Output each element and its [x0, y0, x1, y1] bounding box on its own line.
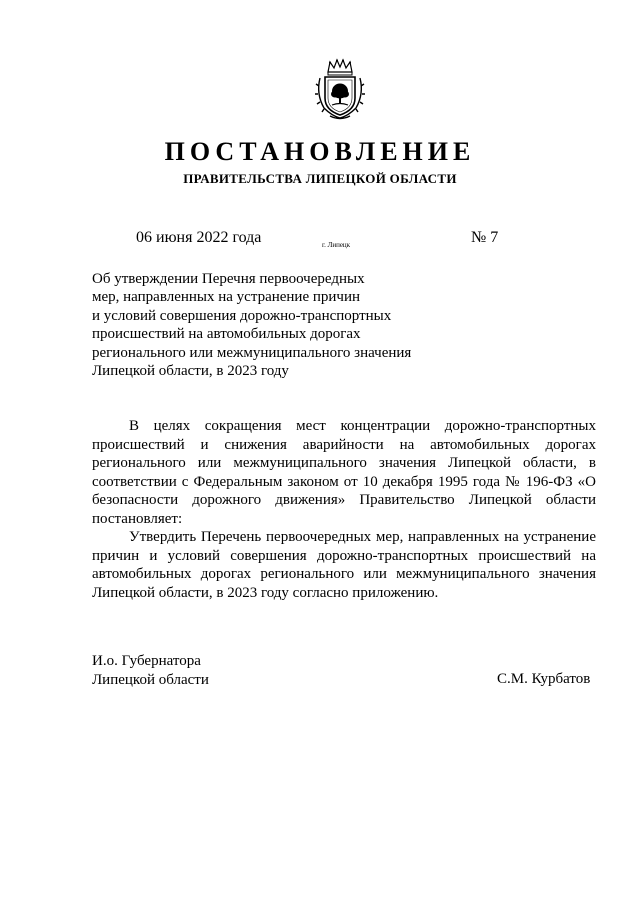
signature-position-line: И.о. Губернатора — [92, 653, 201, 669]
document-subtitle: ПРАВИТЕЛЬСТВА ЛИПЕЦКОЙ ОБЛАСТИ — [183, 171, 457, 186]
heading-line: и условий совершения дорожно-транспортных — [92, 307, 392, 324]
lipetsk-coat-of-arms-icon — [314, 58, 366, 122]
document-title: ПОСТАНОВЛЕНИЕ — [164, 137, 476, 166]
signature-position-line: Липецкой области — [92, 671, 209, 688]
document-date: 06 июня 2022 года — [136, 229, 262, 246]
heading-line: происшествий на автомобильных дорогах — [92, 326, 361, 343]
signature-position — [92, 652, 209, 689]
document-number: № 7 — [471, 229, 499, 246]
document-heading — [92, 270, 422, 380]
body-paragraph-resolution: Утвердить Перечень первоочередных мер, направленных на устранение причин и условий совершения дорожно-транспортных происшествий на автомобильных дорогах регионального или межмуниципального значения Липецкой области, в 2023 году согласно приложению. — [92, 529, 596, 601]
heading-line: Об утверждении Перечня первоочередных — [92, 271, 365, 287]
document-city: г. Липецк — [322, 241, 351, 249]
signature-name: С.М. Курбатов — [497, 671, 591, 687]
heading-line: мер, направленных на устранение причин — [92, 289, 361, 306]
heading-line: Липецкой области, в 2023 году — [92, 363, 289, 380]
body-paragraph-preamble: В целях сокращения мест концентрации дорожно-транспортных происшествий и снижения аварийности на автомобильных дорогах регионального или межмуниципального значения Липецкой области, в соответствии с Федеральным законом от 10 декабря 1995 года № 196-ФЗ «О безопасности дорожного движения» Правительство Липецкой области постановляет: — [92, 418, 596, 527]
heading-line: регионального или межмуниципального значения — [92, 344, 412, 361]
